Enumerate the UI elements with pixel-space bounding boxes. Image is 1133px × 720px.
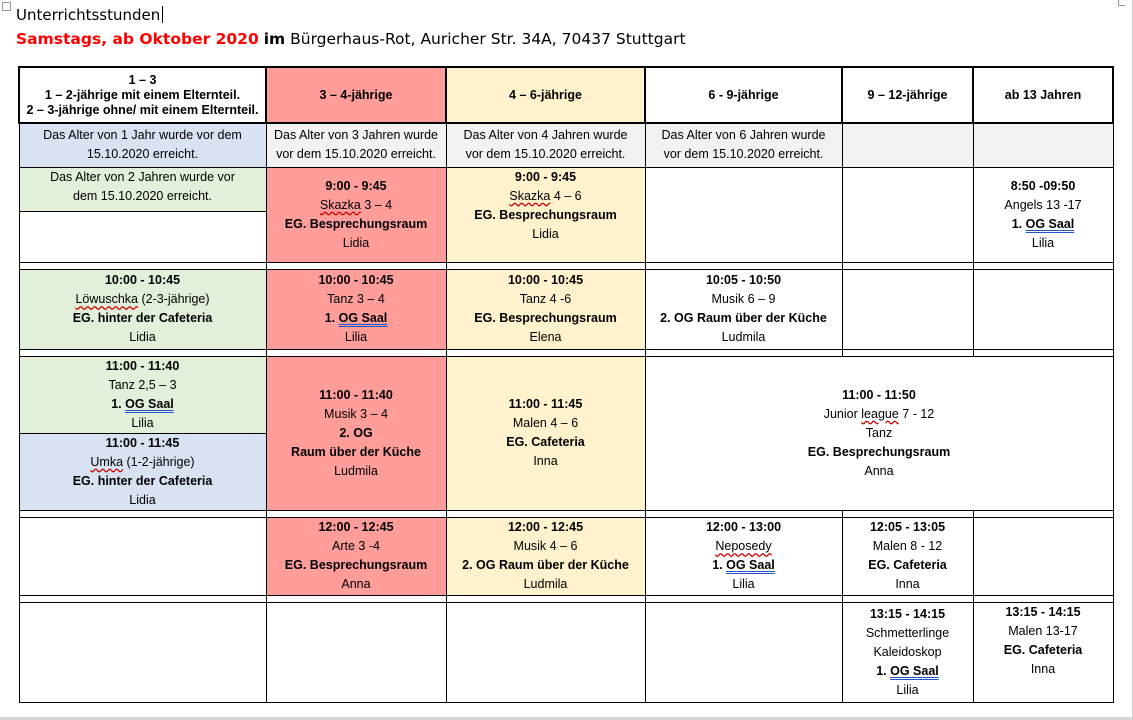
- lesson-cell[interactable]: [266, 269, 446, 349]
- header-age-note-1: 1 – 2-jährige mit einem Elternteil.: [44, 87, 241, 102]
- lesson-room: [22, 395, 264, 414]
- age-note-line: dem 15.10.2020 erreicht.: [73, 188, 212, 203]
- lesson-name: Malen 8 - 12: [872, 539, 943, 553]
- header-cell-3-4[interactable]: 3 – 4-jährige: [266, 67, 446, 123]
- schedule-row: [19, 356, 1113, 433]
- lesson-name-part: 4 – 6: [550, 188, 582, 203]
- empty-cell[interactable]: [266, 602, 446, 702]
- lesson-name-part: Skazka: [509, 188, 551, 203]
- lesson-name: Musik 4 – 6: [513, 539, 578, 553]
- empty-cell[interactable]: [842, 269, 973, 349]
- lesson-name: Tanz 3 – 4: [327, 292, 385, 306]
- lesson-cell[interactable]: [19, 269, 266, 349]
- lesson-teacher: Lilia: [344, 330, 368, 344]
- lesson-cell[interactable]: [19, 433, 266, 510]
- lesson-name-part: (1-2-jährige): [123, 454, 195, 469]
- lesson-cell[interactable]: [19, 356, 266, 433]
- age-note-line: vor dem 15.10.2020 erreicht.: [663, 147, 824, 162]
- lesson-name: Malen 13-17: [1008, 623, 1078, 638]
- lesson-name-part: 3 – 4: [360, 197, 393, 212]
- lesson-name-part: league: [861, 406, 899, 421]
- lesson-name: [22, 453, 264, 472]
- header-age: 1 – 3: [128, 72, 157, 87]
- lesson-room-part: OG Saal: [125, 396, 174, 411]
- lesson-room: 2. OG: [339, 425, 373, 440]
- lesson-teacher: Ludmila: [721, 330, 766, 344]
- lesson-room: [269, 309, 444, 328]
- lesson-room-detail: Raum über der Küche: [291, 444, 421, 459]
- lesson-time: 11:00 - 11:40: [105, 358, 180, 373]
- header-cell-9-12[interactable]: 9 – 12-jährige: [842, 67, 973, 123]
- lesson-room: EG. Besprechungsraum: [284, 216, 428, 231]
- lesson-name: Musik 6 – 9: [711, 292, 776, 306]
- lesson-room: EG. hinter der Cafeteria: [72, 473, 213, 488]
- lesson-teacher: Lidia: [129, 492, 156, 507]
- lesson-name: Malen 4 – 6: [512, 416, 579, 430]
- header-cell-4-6[interactable]: 4 – 6-jährige: [446, 67, 645, 123]
- lesson-time: 8:50 -09:50: [1010, 178, 1076, 193]
- lesson-name: [22, 290, 264, 309]
- lesson-name: Tanz 4 -6: [519, 292, 572, 306]
- lesson-name: Musik 3 – 4: [324, 406, 388, 421]
- lesson-room: EG. Besprechungsraum: [807, 444, 951, 459]
- age-note-cell[interactable]: [19, 167, 266, 211]
- schedule-row: [19, 602, 1113, 702]
- lesson-room: EG. Cafeteria: [868, 558, 947, 572]
- header-cell-1-3[interactable]: [19, 67, 266, 123]
- lesson-room-part: 1.: [324, 311, 339, 325]
- lesson-room: EG. Besprechungsraum: [474, 207, 617, 222]
- lesson-name-part: Junior: [823, 406, 862, 421]
- age-note-line: vor dem 15.10.2020 erreicht.: [276, 147, 436, 162]
- row-separator: [19, 349, 1113, 356]
- lesson-cell[interactable]: [842, 517, 973, 595]
- document-subtitle[interactable]: [16, 30, 686, 48]
- row-separator: [19, 510, 1113, 517]
- lesson-name: [648, 405, 1111, 424]
- lesson-room-part: 1.: [876, 663, 891, 678]
- lesson-room-part: OG Saal: [1025, 216, 1075, 231]
- schedule-row: [19, 269, 1113, 349]
- lesson-name-detail: Tanz: [865, 425, 893, 440]
- lesson-name-detail: Kaleidoskop: [873, 644, 942, 659]
- lesson-cell[interactable]: [645, 517, 842, 595]
- lesson-teacher: Lilia: [131, 415, 154, 430]
- lesson-cell[interactable]: [446, 356, 645, 510]
- lesson-teacher: Inna: [895, 577, 920, 591]
- subtitle-place: Bürgerhaus-Rot, Auricher Str. 34A, 70437 Stuttgart: [290, 30, 686, 48]
- subtitle-im: im: [263, 30, 286, 48]
- lesson-time: 9:00 - 9:45: [514, 169, 577, 184]
- lesson-room-part: 1.: [111, 396, 126, 411]
- row-separator: [19, 262, 1113, 269]
- empty-cell[interactable]: [842, 167, 973, 262]
- empty-cell[interactable]: [645, 602, 842, 702]
- empty-cell[interactable]: [973, 269, 1113, 349]
- lesson-cell[interactable]: [266, 167, 446, 262]
- lesson-cell[interactable]: [645, 269, 842, 349]
- lesson-time: 10:00 - 10:45: [507, 273, 584, 287]
- lesson-room: 2. OG Raum über der Küche: [660, 311, 827, 325]
- lesson-name: Angels 13 -17: [1004, 197, 1082, 212]
- empty-cell[interactable]: [973, 517, 1113, 595]
- lesson-cell[interactable]: [266, 517, 446, 595]
- header-row: [19, 67, 1113, 123]
- lesson-cell[interactable]: [266, 356, 446, 510]
- lesson-teacher: Lilia: [896, 682, 919, 697]
- lesson-room-part: 1.: [712, 558, 727, 572]
- lesson-time: 12:05 - 13:05: [869, 520, 946, 534]
- age-note-line: Das Alter von 6 Jahren wurde: [661, 128, 826, 143]
- lesson-teacher: Inna: [533, 454, 558, 468]
- age-note-cell[interactable]: [266, 123, 446, 167]
- lesson-name: Tanz 2,5 – 3: [108, 377, 177, 392]
- age-note-row: [19, 123, 1113, 167]
- empty-cell[interactable]: [19, 602, 266, 702]
- lesson-name-part: Skazka: [319, 197, 361, 212]
- lesson-cell[interactable]: [973, 602, 1113, 702]
- lesson-teacher: Lilia: [732, 577, 755, 591]
- age-note-line: Das Alter von 4 Jahren wurde: [463, 128, 628, 143]
- lesson-time: 11:00 - 11:45: [105, 435, 180, 450]
- lesson-time: 9:00 - 9:45: [325, 178, 387, 193]
- lesson-teacher: Anna: [341, 577, 371, 591]
- age-note-line: 15.10.2020 erreicht.: [86, 147, 199, 162]
- empty-cell[interactable]: [973, 123, 1113, 167]
- lesson-name: [648, 537, 840, 556]
- lesson-teacher: Anna: [864, 463, 894, 478]
- lesson-teacher: Lidia: [129, 330, 156, 344]
- lesson-time: 13:15 - 14:15: [869, 606, 946, 621]
- lesson-teacher: Lidia: [532, 226, 559, 241]
- age-note-line: vor dem 15.10.2020 erreicht.: [465, 147, 626, 162]
- lesson-room: EG. hinter der Cafeteria: [72, 311, 213, 325]
- lesson-teacher: Lidia: [342, 235, 370, 250]
- page-corner-mark: [2, 2, 11, 11]
- lesson-name-part: Löwuschka: [75, 292, 138, 306]
- lesson-room-part: OG Saal: [338, 311, 388, 325]
- lesson-cell[interactable]: [446, 269, 645, 349]
- lesson-room: 2. OG Raum über der Küche: [462, 558, 629, 572]
- lesson-time: 11:00 - 11:40: [319, 387, 393, 402]
- empty-cell[interactable]: [19, 517, 266, 595]
- lesson-room-part: OG Saal: [890, 663, 939, 678]
- lesson-name: Arte 3 -4: [332, 539, 380, 553]
- lesson-name-part: 7 - 12: [898, 406, 935, 421]
- lesson-time: 10:05 - 10:50: [705, 273, 782, 287]
- age-note-line: Das Alter von 3 Jahren wurde: [274, 128, 438, 143]
- lesson-time: 11:00 - 11:50: [842, 387, 916, 402]
- lesson-name-part: (2-3-jährige): [137, 292, 210, 306]
- age-note-line: Das Alter von 1 Jahr wurde vor dem: [43, 128, 242, 143]
- lesson-name: [449, 187, 643, 206]
- lesson-room: EG. Besprechungsraum: [284, 558, 428, 572]
- lesson-room: [845, 662, 971, 681]
- age-note-cell[interactable]: [19, 123, 266, 167]
- lesson-room: EG. Cafeteria: [1003, 642, 1083, 657]
- lesson-time: 11:00 - 11:45: [508, 397, 583, 411]
- lesson-teacher: Lilia: [1031, 235, 1055, 250]
- lesson-cell[interactable]: [645, 356, 1113, 510]
- lesson-room: [648, 556, 840, 575]
- lesson-name: [269, 196, 444, 215]
- lesson-time: 12:00 - 13:00: [705, 520, 782, 534]
- lesson-room: EG. Besprechungsraum: [474, 311, 617, 325]
- text-cursor: [162, 6, 163, 23]
- empty-cell[interactable]: [645, 167, 842, 262]
- age-note-line: Das Alter von 2 Jahren wurde vor: [50, 169, 235, 184]
- header-cell-13[interactable]: ab 13 Jahren: [973, 67, 1113, 123]
- lesson-teacher: Inna: [1030, 661, 1056, 676]
- lesson-time: 13:15 - 14:15: [1005, 604, 1081, 619]
- lesson-room-part: OG Saal: [726, 558, 775, 572]
- lesson-teacher: Elena: [529, 330, 562, 344]
- empty-cell[interactable]: [842, 123, 973, 167]
- schedule-row: [19, 167, 1113, 211]
- lesson-time: 10:00 - 10:45: [318, 273, 394, 287]
- lesson-room: [976, 215, 1111, 234]
- empty-cell[interactable]: [19, 211, 266, 262]
- lesson-name-part: Neposedy: [715, 539, 772, 553]
- document-title[interactable]: Unterrichtsstunden: [16, 6, 163, 24]
- schedule-table: [18, 66, 1112, 703]
- lesson-cell[interactable]: [973, 167, 1113, 262]
- lesson-cell[interactable]: [842, 602, 973, 702]
- lesson-room: EG. Cafeteria: [506, 435, 585, 449]
- lesson-name: Schmetterlinge: [865, 625, 950, 640]
- lesson-room-part: 1.: [1011, 216, 1026, 231]
- lesson-cell[interactable]: [446, 517, 645, 595]
- header-age-note-2: 2 – 3-jährige ohne/ mit einem Elternteil.: [26, 102, 259, 117]
- header-cell-6-9[interactable]: 6 - 9-jährige: [645, 67, 842, 123]
- lesson-cell[interactable]: [446, 167, 645, 262]
- lesson-teacher: Ludmila: [523, 577, 568, 591]
- lesson-name-part: Umka: [90, 454, 124, 469]
- age-note-cell[interactable]: [645, 123, 842, 167]
- lesson-time: 12:00 - 12:45: [507, 520, 584, 534]
- schedule-row: [19, 517, 1113, 595]
- lesson-teacher: Ludmila: [334, 463, 378, 478]
- age-note-cell[interactable]: [446, 123, 645, 167]
- empty-cell[interactable]: [446, 602, 645, 702]
- lesson-time: 10:00 - 10:45: [104, 273, 181, 287]
- page-margin-mark: [1118, 0, 1125, 6]
- subtitle-date: Samstags, ab Oktober 2020: [16, 30, 259, 48]
- row-separator: [19, 595, 1113, 602]
- lesson-time: 12:00 - 12:45: [318, 520, 394, 534]
